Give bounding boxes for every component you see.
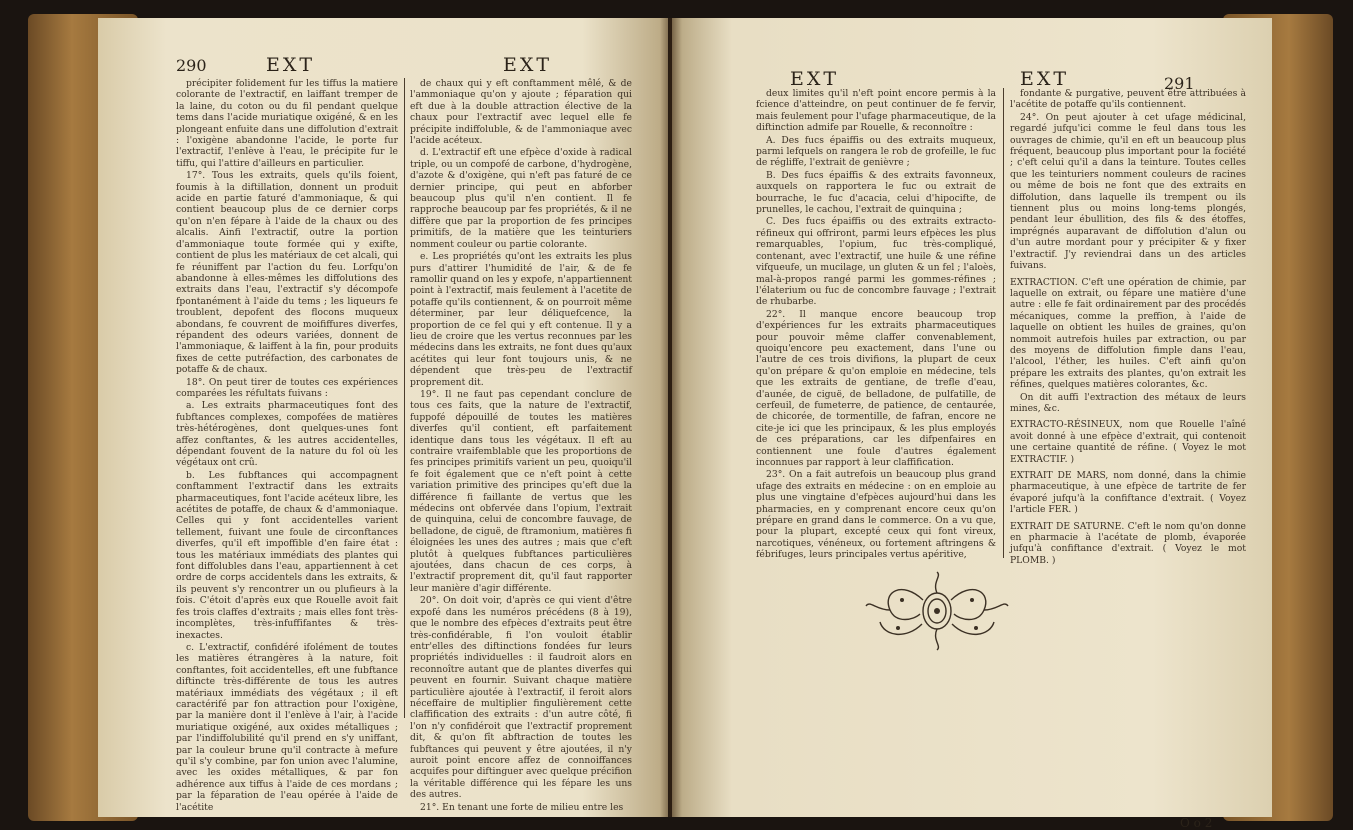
paragraph: a. Les extraits pharmaceutiques font des fubftances complexes, compofées de matières très-hétérogènes, dont quelques-unes font affez conftantes, & les autres accidentelles, dépendant fouvent de la nature du fol où les végétaux ont crû. xyxy=(176,400,398,469)
left-page xyxy=(98,18,668,817)
left-running-head-1: EXT xyxy=(266,54,316,76)
right-page-number: 291 xyxy=(1164,74,1195,93)
paragraph: 24°. On peut ajouter à cet ufage médicinal, regardé jufqu'ici comme le feul dans tous les ouvrages de chimie, qu'il en eft un beaucoup plus fréquent, beaucoup plus important pour la fociété ; c'eft celui qu'il a dans la teinture. Toutes celles que les teinturiers nomment couleurs de racines ou même de bois ne font que des extraits en diffolution, dans laquelle ils trempent ou ils tiennent plus ou moins long-tems plongés, pendant leur ébullition, des fils & des étoffes, imprégnés auparavant de diffolution d'alun ou d'un autre mordant pour y précipiter & y fixer l'extractif. J'y reviendrai dans un des articles fuivans. xyxy=(1010,111,1246,272)
signature-mark: O o 2 xyxy=(1180,816,1213,830)
paragraph: On dit auffi l'extraction des métaux de leurs mines, &c. xyxy=(1010,391,1246,414)
paragraph: EXTRAIT DE SATURNE. C'eft le nom qu'on donne en pharmacie à l'acétate de plomb, évaporée jufqu'à confiftance d'extrait. ( Voyez le mot PLOMB. ) xyxy=(1010,520,1246,566)
paragraph: 20°. On doit voir, d'après ce qui vient d'être expofé dans les numéros précédens (8 à 19), que le nombre des efpèces d'extraits peut être très-confidérable, fi l'on vouloit établir entr'elles des diftinctions fondées fur leurs propriétés individuelles : il faudroit alors en reconnoître autant que de plantes diverfes qui peuvent en fournir. Suivant chaque matière particulière ajoutée à l'extractif, il feroit alors néceffaire de multiplier fingulièrement cette claffification des extraits : d'un autre côté, fi l'on n'y confidéroit que l'extractif proprement dit, & qu'on fît abftraction de toutes les fubftances qui peuvent y être ajoutées, il n'y auroit point encore affez de connoiffances acquifes pour diftinguer avec quelque précifion la véritable différence qui les fépare les uns des autres. xyxy=(410,595,632,801)
paragraph: précipiter folidement fur les tiffus la matiere colorante de l'extractif, en laiffant tremper de la laine, du coton ou du fil pendant quelque tems dans l'acide muriatique oxigéné, & en les plongeant enfuite dans une diffolution d'extrait : l'oxigène abandonne l'acide, le porte fur l'extractif, l'enlève à l'eau, le précipite fur le tiffu, qui l'attire d'ailleurs en particulier. xyxy=(176,78,398,169)
book-gutter xyxy=(660,18,682,817)
paragraph: 18°. On peut tirer de toutes ces expériences comparées les réfultats fuivans : xyxy=(176,376,398,399)
right-page-column-1 xyxy=(756,88,996,568)
right-page-column-2 xyxy=(1010,88,1246,568)
paragraph: A. Des fucs épaiffis ou des extraits muqueux, parmi lefquels on rangera le rob de grofeille, le fuc de régliffe, l'extrait de genièvre ; xyxy=(756,134,996,169)
paragraph: EXTRACTION. C'eft une opération de chimie, par laquelle on extrait, ou fépare une matière d'une autre : elle fe fait ordinairement par des procédés mécaniques, comme la preffion, à l'aide de laquelle on obtient les huiles de graines, qu'on nommoit autrefois huiles par extraction, ou par des moyens de diffolution fimple dans l'eau, l'alcool, l'éther, les huiles. C'eft ainfi qu'on prépare les extraits des plantes, qu'on extrait les réfines, quelques matières colorantes, &c. xyxy=(1010,276,1246,391)
column-rule xyxy=(404,78,405,718)
paragraph: EXTRACTO-RÉSINEUX, nom que Rouelle l'aîné avoit donné à une efpèce d'extrait, qui contenoit une certaine quantité de réfine. ( Voyez le mot EXTRACTIF. ) xyxy=(1010,419,1246,465)
paragraph: de chaux qui y eft conftamment mêlé, & de l'ammoniaque qu'on y ajoute ; féparation qui eft due à la double attraction élective de la chaux pour l'extractif avec lequel elle fe précipite indiffoluble, & de l'ammoniaque avec l'acide acéteux. xyxy=(410,78,632,147)
paragraph: 21°. En tenant une forte de milieu entre les xyxy=(420,801,624,813)
paragraph: 22°. Il manque encore beaucoup trop d'expériences fur les extraits pharmaceutiques pour pouvoir même claffer convenablement, quoiqu'encore peu exactement, dans l'une ou l'autre de ces trois divifions, la plupart de ceux qu'on prépare & qu'on emploie en médecine, tels que les extraits de gentiane, de trefle d'eau, d'aunée, de ciguë, de belladone, de pulfatille, de cerfeuil, de fumeterre, de patience, de centaurée, de chicorée, de tormentille, de fafran, encore ne cite-je ici que les principaux, & les plus employés de ces préparations, car les difpenfaires en contiennent une foule d'autres également inconnues par rapport à leur claffification. xyxy=(756,308,996,468)
fleuron-ornament-icon xyxy=(862,570,1012,652)
right-running-head-1: EXT xyxy=(790,68,840,90)
left-running-head-2: EXT xyxy=(503,54,553,76)
left-page-column-2 xyxy=(410,78,632,813)
left-page-number: 290 xyxy=(176,56,207,75)
paragraph: C. Des fucs épaiffis ou des extraits extracto-réfineux qui offriront, parmi leurs efpèces les plus remarquables, l'opium, fuc très-compliqué, contenant, avec l'extractif, une huile & une réfine vifqueufe, un mucilage, un gluten & un fel ; l'aloès, mal-à-propos rangé parmi les gommes-réfines ; l'élaterium ou fuc de concombre fauvage ; l'extrait de rhubarbe. xyxy=(756,216,996,308)
paragraph: 17°. Tous les extraits, quels qu'ils foient, foumis à la diftillation, donnent un produit acide en partie faturé d'ammoniaque, & qui contient beaucoup plus de ce dernier corps qu'on n'en fépare à l'aide de la chaux ou des alcalis. Ainfi l'extractif, outre la portion d'ammoniaque toute formée qui y exifte, contient de plus les matériaux de cet alcali, qui fe réuniffent par l'action du feu. Lorfqu'on abandonne à elles-mêmes les diffolutions des extraits dans l'eau, l'extractif s'y décompofe fpontanément à l'aide du tems ; les liqueurs fe troublent, depofent des flocons muqueux abondans, fe couvrent de moififfures diverfes, répandent des odeurs variées, donnent de l'ammoniaque, & laiffent à la fin, pour produits fixes de cette putréfaction, des carbonates de potaffe & de chaux. xyxy=(176,170,398,376)
paragraph: fondante & purgative, peuvent être attribuées à l'acétite de potaffe qu'ils contiennent. xyxy=(1010,88,1246,111)
left-page-column-1 xyxy=(176,78,398,813)
paragraph: b. Les fubftances qui accompagnent conftamment l'extractif dans les extraits pharmaceutiques, font l'acide acéteux libre, les acétites de potaffe, de chaux & d'ammoniaque. Celles qui y font accidentelles varient tellement, fuivant une foule de circonftances diverfes, qu'il eft impoffible d'en faire état : tous les matériaux immédiats des plantes qui font diffolubles dans l'eau, appartiennent à cet ordre de corps accidentels dans les extraits, & ils peuvent s'y rencontrer un ou plufieurs à la fois. C'étoit d'après eux que Rouelle avoit fait fes trois claffes d'extraits ; mais elles font très-incomplètes, très-infuffifantes & très-inexactes. xyxy=(176,469,398,641)
paragraph: 19°. Il ne faut pas cependant conclure de tous ces faits, que la nature de l'extractif, fuppofé dépouillé de toutes les matières diverfes qu'il contient, eft parfaitement identique dans tous les végétaux. Il eft au contraire vraifemblable que les proportions de fes principes primitifs varient un peu, quoiqu'il fe foit également que ce n'eft point à cette variation primitive des principes qu'eft due la différence fi faillante de vertus que les médecins ont obfervée dans l'opium, l'extrait de quinquina, celui de concombre fauvage, de belladone, de ciguë, de ftramonium, matières fi éloignées les unes des autres ; mais que c'eft plutôt à quelques fubftances particulières ajoutées, dans chacun de ces corps, à l'extractif proprement dit, qu'il faut rapporter leur manière d'agir différente. xyxy=(410,388,632,594)
paragraph: d. L'extractif eft une efpèce d'oxide à radical triple, ou un compofé de carbone, d'hydrogène, d'azote & d'oxigène, qui n'eft pas faturé de ce dernier principe, qui peut en abforber beaucoup plus qu'il n'en contient. Il fe rapproche beaucoup par fes propriétés, & il ne diffère que par la proportion de fes principes primitifs, de la matière que les teinturiers nomment couleur ou partie colorante. xyxy=(410,147,632,250)
paragraph: B. Des fucs épaiffis & des extraits favonneux, auxquels on rapportera le fuc ou extrait de bourrache, le fuc d'acacia, celui d'hipocifte, de prunelles, le cachou, l'extrait de quinquina ; xyxy=(756,169,996,216)
right-page xyxy=(672,18,1272,830)
paragraph: c. L'extractif, confidéré ifolément de toutes les matières étrangères à la nature, foit conftantes, foit accidentelles, eft une fubftance diftincte très-différente de tous les autres matériaux immédiats des végétaux ; il eft caractérifé par fon attraction pour l'oxigène, par la manière dont il l'enlève à l'air, à l'acide muriatique oxigéné, aux oxides métalliques ; par l'indiffolubilité qu'il prend en s'y uniffant, par la couleur brune qu'il contracte à mefure qu'il s'y combine, par fon union avec l'alumine, avec les oxides métalliques, & par fon adhérence aux tiffus à l'aide de ces mordans ; par la féparation de l'eau opérée à l'aide de l'acétite xyxy=(176,641,398,813)
paragraph: 23°. On a fait autrefois un beaucoup plus grand ufage des extraits en médecine : on en emploie au plus une vingtaine d'efpèces aujourd'hui dans les pharmacies, en y comprenant encore ceux qu'on prépare en grand dans le commerce. On a vu que, pour la plupart, excepté ceux qui font vireux, narcotiques, vénéneux, ou fortement aftringens & fébrifuges, leurs principales vertus apéritive, xyxy=(756,469,996,561)
paragraph: EXTRAIT DE MARS, nom donné, dans la chimie pharmaceutique, à une efpèce de tartrite de fer évaporé jufqu'à la confiftance d'extrait. ( Voyez l'article FER. ) xyxy=(1010,470,1246,516)
paragraph: deux limites qu'il n'eft point encore permis à la fcience d'atteindre, on peut continuer de fe fervir, mais feulement pour l'ufage pharmaceutique, de la diftinction admife par Rouelle, & reconnoître : xyxy=(756,88,996,134)
right-running-head-2: EXT xyxy=(1020,68,1070,90)
column-rule xyxy=(1003,88,1004,558)
paragraph: e. Les propriétés qu'ont les extraits les plus purs d'attirer l'humidité de l'air, & de fe ramollir quand on les y expofe, n'appartiennent point à l'extractif, mais feulement à l'acetite de potaffe qu'ils contiennent, & on pourroit même déterminer, par leur déliquefcence, la proportion de ce fel qui y eft contenue. Il y a lieu de croire que les vertus reconnues par les médecins dans les extraits, ne font dues qu'aux acétites qui leur font toujours unis, & ne dépendent que très-peu de l'extractif proprement dit. xyxy=(410,251,632,388)
